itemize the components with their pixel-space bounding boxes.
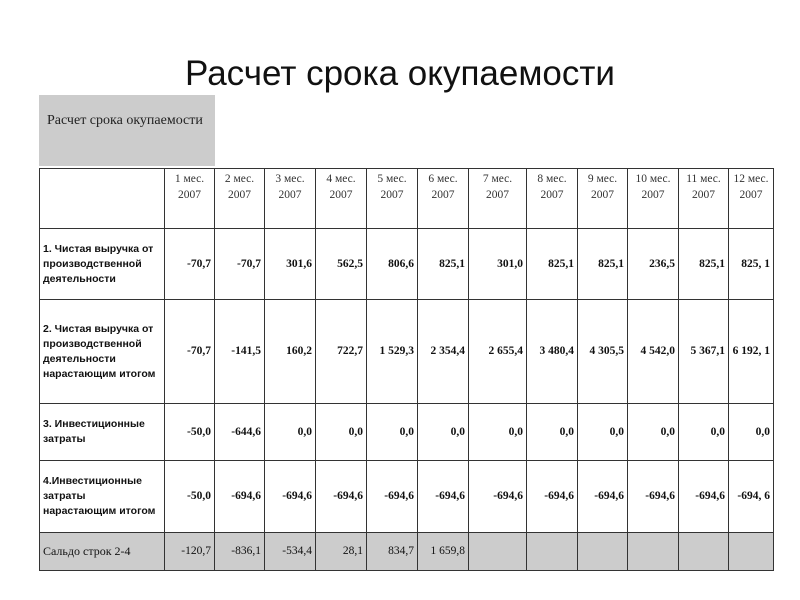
row-label: 3. Инвестиционные затраты [40,404,165,461]
table-cell: 806,6 [367,229,418,300]
table-cell [578,533,628,571]
table-cell: 825, 1 [729,229,774,300]
table-cell [527,533,578,571]
month-header: 6 мес. 2007 [418,169,469,229]
table-row [40,229,774,300]
table-cell: -694,6 [418,461,469,533]
month-header: 9 мес. 2007 [578,169,628,229]
table-cell: 0,0 [469,404,527,461]
table-cell [628,533,679,571]
table-cell: 562,5 [316,229,367,300]
table-cell: 722,7 [316,300,367,404]
table-cell: 2 655,4 [469,300,527,404]
table-cell: 0,0 [418,404,469,461]
table-cell: 4 305,5 [578,300,628,404]
subtitle-text: Расчет срока окупаемости [47,113,203,128]
table-cell: 0,0 [679,404,729,461]
row-label: 2. Чистая выручка от производственной деятельности нарастающим итогом [40,300,165,404]
table-cell: -141,5 [215,300,265,404]
slide-title: Расчет срока окупаемости [185,54,615,93]
table-cell: -694,6 [469,461,527,533]
table-cell: -70,7 [165,229,215,300]
table-cell: -120,7 [165,533,215,571]
table-cell: 160,2 [265,300,316,404]
table-cell: -694,6 [367,461,418,533]
table-cell [469,533,527,571]
table-cell: -694,6 [215,461,265,533]
table-cell: 0,0 [367,404,418,461]
table-row [40,300,774,404]
table-cell: -694,6 [628,461,679,533]
row-label: 1. Чистая выручка от производственной деятельности [40,229,165,300]
table-cell: -694,6 [578,461,628,533]
table-cell: -694,6 [316,461,367,533]
table-cell: -534,4 [265,533,316,571]
saldo-label: Сальдо строк 2-4 [40,533,165,571]
table-cell: -694,6 [265,461,316,533]
month-header: 4 мес. 2007 [316,169,367,229]
table-cell: -694,6 [679,461,729,533]
header-row [40,169,774,229]
table-cell: 825,1 [578,229,628,300]
table-cell: 2 354,4 [418,300,469,404]
table-cell: -70,7 [215,229,265,300]
table-cell: 0,0 [628,404,679,461]
table-cell: 301,0 [469,229,527,300]
table-cell: 6 192, 1 [729,300,774,404]
month-header: 2 мес. 2007 [215,169,265,229]
table-cell: 1 659,8 [418,533,469,571]
subtitle-box [39,95,215,166]
payback-table [39,168,774,571]
table-cell: 0,0 [578,404,628,461]
month-header: 8 мес. 2007 [527,169,578,229]
month-header: 5 мес. 2007 [367,169,418,229]
table-cell: 0,0 [316,404,367,461]
table-cell: -50,0 [165,404,215,461]
month-header: 7 мес. 2007 [469,169,527,229]
table-cell: -70,7 [165,300,215,404]
saldo-row [40,533,774,571]
table-row [40,461,774,533]
table-cell: -644,6 [215,404,265,461]
table-cell: -836,1 [215,533,265,571]
table-cell: 3 480,4 [527,300,578,404]
table-cell: -694,6 [527,461,578,533]
table-cell: 0,0 [729,404,774,461]
table-cell: -694, 6 [729,461,774,533]
table-cell: 825,1 [418,229,469,300]
table-cell [679,533,729,571]
table-cell: 5 367,1 [679,300,729,404]
table-cell: 834,7 [367,533,418,571]
table-cell: 825,1 [527,229,578,300]
table-cell: 0,0 [527,404,578,461]
table-cell: 28,1 [316,533,367,571]
table-cell: -50,0 [165,461,215,533]
row-label: 4.Инвестиционные затраты нарастающим итогом [40,461,165,533]
month-header: 11 мес. 2007 [679,169,729,229]
table-cell: 301,6 [265,229,316,300]
header-corner [40,169,165,229]
table-cell: 1 529,3 [367,300,418,404]
table-cell [729,533,774,571]
table-row [40,404,774,461]
table-cell: 4 542,0 [628,300,679,404]
month-header: 1 мес. 2007 [165,169,215,229]
table-cell: 0,0 [265,404,316,461]
table-cell: 825,1 [679,229,729,300]
month-header: 3 мес. 2007 [265,169,316,229]
table-cell: 236,5 [628,229,679,300]
month-header: 12 мес. 2007 [729,169,774,229]
month-header: 10 мес. 2007 [628,169,679,229]
